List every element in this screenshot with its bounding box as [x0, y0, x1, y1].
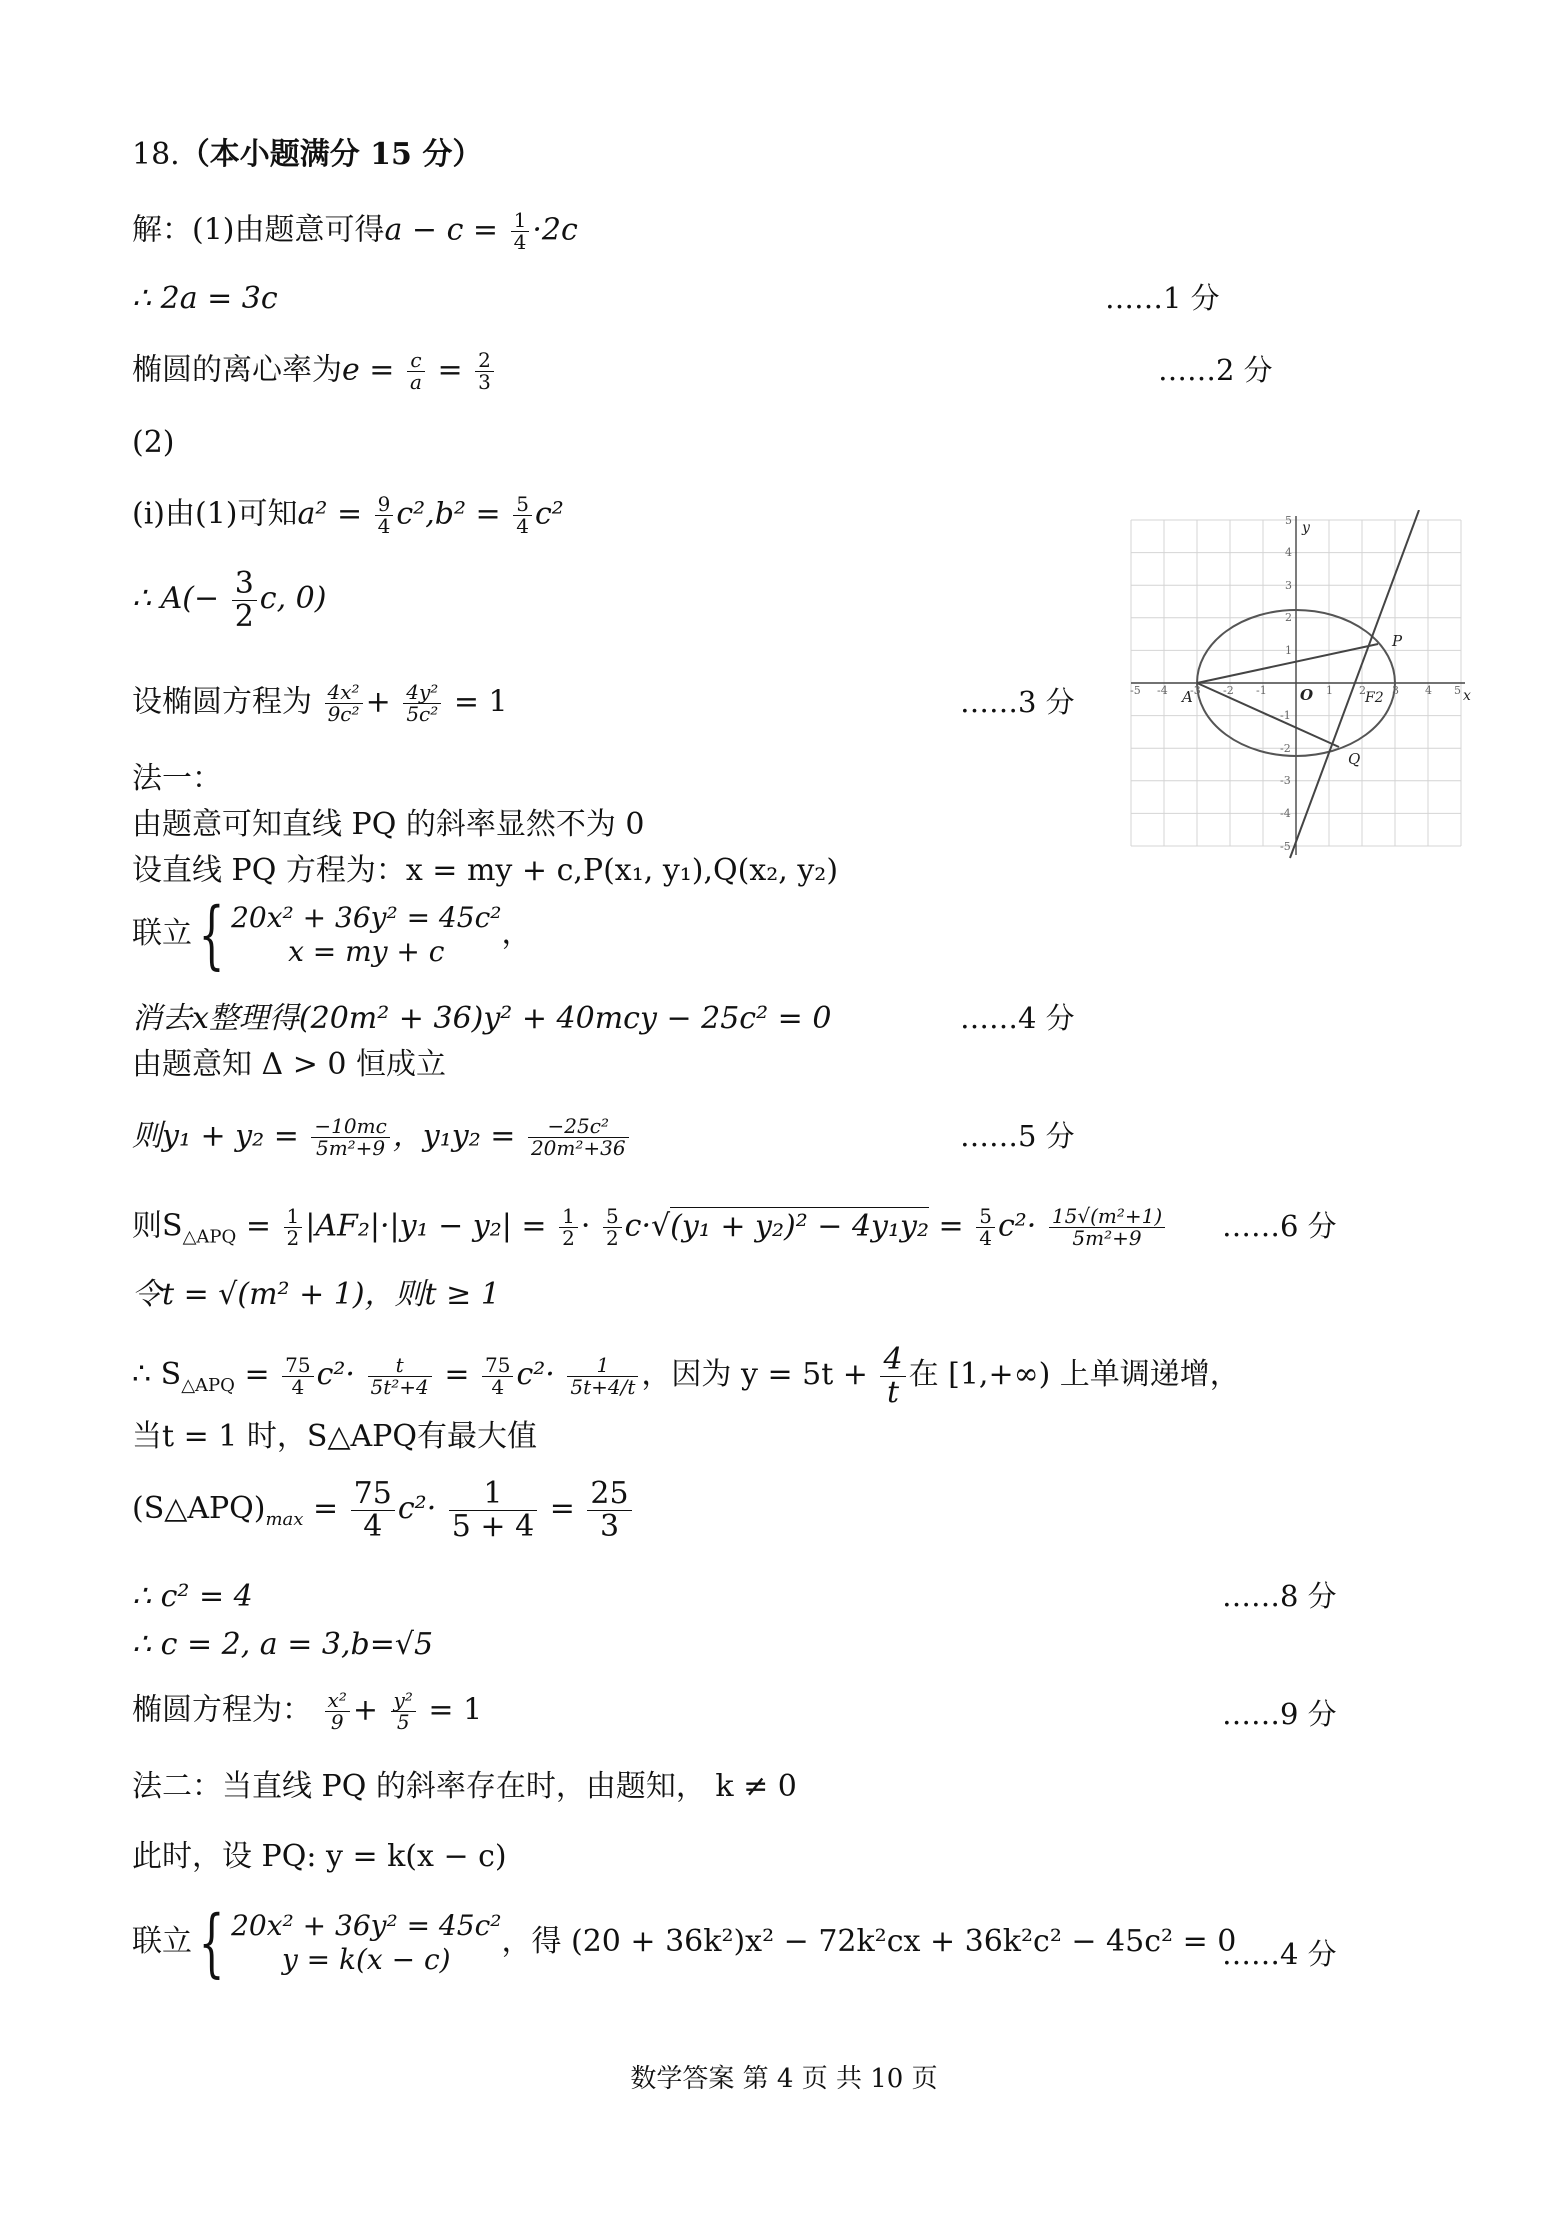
frac-1-4 — [511, 210, 530, 253]
score-9: ……9 分 — [1222, 1697, 1337, 1731]
x-tick-label: -5 — [1130, 684, 1141, 697]
frac-3-2 — [232, 568, 257, 632]
t-definition: 令t = √(m² + 1)，则t ≥ 1 — [132, 1277, 500, 1312]
frac-5-4b — [976, 1206, 995, 1249]
eq-one: = 1 — [428, 1692, 483, 1728]
frac-den: 2 — [234, 598, 254, 634]
eccentricity-line: 椭圆的离心率为e = $\frac{c}{a}$ = $\frac{2}{3}$ — [132, 350, 497, 393]
method1-system — [132, 892, 532, 978]
part2-i-line — [132, 494, 564, 537]
frac-2-3 — [475, 350, 494, 393]
method2-line1: 法二：当直线 PQ 的斜率存在时，由题知， k ≠ 0 — [132, 1769, 797, 1804]
frac-num: 15√(m²+1) — [1049, 1206, 1165, 1228]
ellipse-text: 设椭圆方程为 — [132, 684, 312, 720]
vieta-line — [132, 1116, 632, 1159]
equation-system — [231, 1909, 501, 1977]
y-tick-label: -1 — [1280, 709, 1291, 722]
x-tick-label: -1 — [1256, 684, 1267, 697]
frac-den: 5 — [396, 1710, 410, 1734]
frac-num: 5 — [513, 494, 532, 516]
frac-num: 2 — [475, 350, 494, 372]
frac-den: 4 — [979, 1226, 992, 1250]
frac-x2-9 — [325, 1690, 350, 1733]
ecc-text: 椭圆的离心率为 — [132, 352, 342, 388]
frac-num: 75 — [351, 1478, 395, 1511]
plus: + — [365, 684, 391, 720]
method1-slope-line: 由题意可知直线 PQ 的斜率显然不为 0 — [132, 807, 645, 842]
page-footer: 数学答案 第 4 页 共 10 页 — [630, 2064, 938, 2094]
s-tail: 在 [1,+∞) 上单调递增， — [908, 1357, 1240, 1392]
focus-F2-label: F2 — [1365, 690, 1384, 706]
y-tick-label: 3 — [1285, 579, 1292, 592]
frac-c-a — [407, 350, 425, 393]
frac-den: 3 — [478, 370, 491, 394]
max-pre: (S△APQ) — [132, 1491, 266, 1526]
frac-num: c — [407, 350, 425, 372]
area-line: 则$S_{\triangle APQ}$ = $\frac{1}{2}$ |AF₂|·|y₁ − y₂| = $\frac{1}{2}$ · $\frac{5}{2}$ c·√(y₁ + y₂)² − 4y₁y₂ = $\frac{5}{4}$ c²· $\frac{\text{15√(m²+1)}}{\text{5m²+9}}$ — [132, 1206, 1168, 1249]
x-tick-label: 3 — [1392, 684, 1399, 697]
frac-num: −10mc — [311, 1116, 389, 1138]
i-text: (i)由(1)可知 — [132, 496, 298, 532]
s-pre: ∴ S — [132, 1357, 182, 1392]
frac-num: 1 — [449, 1478, 537, 1511]
frac-num: 1 — [567, 1355, 638, 1377]
frac-den: 5 + 4 — [451, 1508, 535, 1544]
s-c2b: c²· — [516, 1357, 555, 1392]
score-4: ……4 分 — [960, 1001, 1075, 1035]
frac-num: 9 — [375, 494, 394, 516]
ecc-eq: e = — [342, 352, 395, 388]
y-tick-label: 1 — [1285, 644, 1292, 657]
method2-line2: 此时，设 PQ: y = k(x − c) — [132, 1839, 507, 1874]
sqrt-expression: (y₁ + y₂)² − 4y₁y₂ — [670, 1208, 929, 1244]
frac-den: 4 — [516, 514, 529, 538]
frac-den: 5m²+9 — [1072, 1226, 1142, 1250]
frac-den: 2 — [605, 1226, 619, 1250]
frac-den: 20m²+36 — [530, 1136, 626, 1160]
eq1-lhs: a − c = — [384, 212, 499, 248]
frac-den: 4 — [377, 514, 391, 538]
frac-sum — [311, 1116, 389, 1159]
frac-den: 3 — [599, 1508, 620, 1544]
frac-num: 5 — [976, 1206, 995, 1228]
frac-t — [368, 1352, 432, 1399]
A-pre: ∴ A(− — [132, 581, 220, 616]
frac-num: y² — [391, 1690, 416, 1712]
max-statement: 当t = 1 时，S△APQ有最大值 — [132, 1419, 537, 1454]
max-c2: c²· — [397, 1491, 437, 1526]
area-pre: 则S — [132, 1208, 183, 1244]
eq-one: = 1 — [453, 684, 508, 720]
y-tick-label: -5 — [1280, 840, 1291, 853]
point-A-line — [132, 568, 326, 632]
point-Q-label: Q — [1348, 750, 1361, 768]
frac-den: t — [887, 1374, 900, 1410]
area-dot: · — [580, 1208, 591, 1244]
x-tick-label: 1 — [1326, 684, 1333, 697]
frac-75-4 — [282, 1352, 313, 1399]
frac-4x2-9c2 — [325, 682, 363, 725]
frac-den: 5m²+9 — [315, 1136, 386, 1160]
discriminant-line: 由题意知 Δ > 0 恒成立 — [132, 1047, 447, 1082]
frac-area-last — [1049, 1206, 1165, 1249]
frac-num: 1 — [284, 1206, 303, 1228]
question-header — [132, 137, 483, 172]
frac-75-4b — [482, 1352, 513, 1399]
left-brace-icon: { — [198, 892, 225, 978]
frac-num: 3 — [232, 568, 257, 601]
c-squared: ∴ c² = 4 — [132, 1579, 253, 1614]
area-c2: c²· — [997, 1208, 1037, 1244]
method1-title: 法一： — [132, 761, 222, 796]
plus: + — [352, 1692, 378, 1728]
frac-y2-5 — [391, 1690, 416, 1733]
ellipse-figure — [1130, 510, 1472, 860]
origin-label: O — [1300, 686, 1314, 704]
sys-eq-a: 20x² + 36y² = 45c² — [231, 900, 502, 934]
x-tick-label: 5 — [1454, 684, 1461, 697]
frac-den: 4 — [513, 230, 527, 254]
frac-den: 4 — [491, 1374, 505, 1399]
y-tick-label: -2 — [1280, 742, 1291, 755]
score-2: ……2 分 — [1158, 353, 1273, 387]
segment-AQ — [1197, 683, 1339, 747]
method1-line-equation: 设直线 PQ 方程为：x = my + c,P(x₁, y₁),Q(x₂, y₂) — [132, 853, 839, 888]
frac-5-4 — [513, 494, 532, 537]
frac-den: 2 — [286, 1226, 300, 1250]
frac-5-2 — [603, 1206, 622, 1249]
frac-den: a — [409, 370, 422, 394]
max-eq2: = — [549, 1491, 575, 1526]
ellipse-equation-line — [132, 682, 508, 725]
sys-eq-b: x = my + c — [288, 935, 445, 968]
point-A-label: A — [1182, 688, 1193, 706]
sys-eq-b: y = k(x − c) — [281, 1943, 451, 1976]
question-title: （本小题满分 15 分） — [179, 137, 483, 172]
vieta-mid: ，y₁y₂ = — [392, 1118, 516, 1154]
frac-num: 4 — [880, 1344, 905, 1377]
area-sub: △APQ — [182, 1226, 237, 1248]
area-c: c· — [624, 1208, 652, 1244]
left-brace-icon: { — [198, 1900, 225, 1986]
frac-den: 4 — [291, 1374, 305, 1399]
frac-25-3 — [587, 1478, 631, 1542]
frac-num: t — [368, 1355, 432, 1377]
x-tick-label: 2 — [1359, 684, 1366, 697]
max-sub: max — [265, 1509, 304, 1530]
s-eq2: = — [444, 1357, 470, 1392]
frac-half — [284, 1206, 303, 1249]
frac-num: x² — [325, 1690, 350, 1712]
s-because: ，因为 y = 5t + — [641, 1357, 868, 1392]
equation-system — [231, 901, 501, 969]
score-8: ……8 分 — [1222, 1579, 1337, 1613]
part1-line1 — [132, 210, 578, 253]
line-PQ — [1290, 510, 1419, 858]
score-4b: ……4 分 — [1222, 1937, 1337, 1971]
x-tick-label: -3 — [1190, 684, 1201, 697]
i-a2: a² = — [297, 496, 363, 532]
frac-den: 5t²+4 — [370, 1374, 429, 1399]
frac-4y2-5c2 — [403, 682, 441, 725]
s-in-t-line — [132, 1344, 1240, 1408]
eq1-rhs: ·2c — [532, 212, 578, 248]
frac-num: −25c² — [528, 1116, 629, 1138]
x-tick-label: -4 — [1157, 684, 1168, 697]
y-tick-label: -3 — [1280, 774, 1291, 787]
area-mid: |AF₂|·|y₁ − y₂| = — [305, 1208, 547, 1244]
frac-1-9 — [449, 1478, 537, 1542]
question-number: 18. — [132, 137, 180, 172]
sys-post: ， — [501, 916, 532, 951]
area-eq2: = — [938, 1208, 964, 1244]
frac-75-4c — [351, 1478, 395, 1542]
frac-den: 9 — [330, 1710, 344, 1734]
frac-num: 75 — [282, 1355, 313, 1377]
frac-half-2 — [559, 1206, 578, 1249]
score-6: ……6 分 — [1222, 1209, 1337, 1243]
sys-pre: 联立 — [132, 1924, 192, 1959]
y-tick-label: 4 — [1285, 546, 1292, 559]
i-b2-tail: c² — [534, 496, 564, 532]
frac-num: 4y² — [403, 682, 441, 704]
frac-num: 25 — [587, 1478, 631, 1511]
y-tick-label: 2 — [1285, 611, 1292, 624]
y-tick-label: 5 — [1285, 514, 1292, 527]
score-5: ……5 分 — [960, 1119, 1075, 1153]
c-a-b-values: ∴ c = 2, a = 3,b=√5 — [132, 1627, 434, 1662]
vieta-pre: 则y₁ + y₂ = — [132, 1118, 299, 1154]
s-c2: c²· — [316, 1357, 355, 1392]
eliminate-x-line: 消去x整理得(20m² + 36)y² + 40mcy − 25c² = 0 — [132, 1001, 832, 1036]
frac-den: 5c² — [406, 702, 439, 726]
frac-den: 9c² — [327, 702, 360, 726]
frac-den: 4 — [363, 1508, 383, 1544]
frac-num: 5 — [603, 1206, 622, 1228]
i-a2-tail: c²,b² = — [396, 496, 501, 532]
frac-num: 1 — [559, 1206, 578, 1228]
sys-eq-a: 20x² + 36y² = 45c² — [231, 1908, 502, 1942]
x-tick-label: 4 — [1425, 684, 1432, 697]
max-value-line — [132, 1478, 635, 1542]
part1-intro: 解：(1)由题意可得 — [132, 212, 385, 248]
frac-1-over — [567, 1352, 638, 1399]
eq-2a-3c: ∴ 2a = 3c — [132, 281, 278, 316]
final-text: 椭圆方程为： — [132, 1692, 312, 1728]
frac-den: 5t+4/t — [570, 1374, 636, 1399]
frac-4-t — [880, 1344, 905, 1408]
s-eq: = — [244, 1357, 270, 1392]
frac-num: 75 — [482, 1355, 513, 1377]
frac-den: 2 — [562, 1226, 575, 1250]
max-eq: = — [312, 1491, 339, 1526]
sys-post: ，得 (20 + 36k²)x² − 72k²cx + 36k²c² − 45c² = 0 — [501, 1924, 1237, 1959]
sys-pre: 联立 — [132, 916, 192, 951]
frac-9-4 — [375, 494, 394, 537]
y-tick-label: -4 — [1280, 807, 1291, 820]
part2-label: (2) — [132, 425, 175, 460]
frac-num: 1 — [511, 210, 530, 232]
A-post: c, 0) — [259, 581, 327, 616]
area-eq: = — [245, 1208, 271, 1244]
frac-num: 4x² — [325, 682, 363, 704]
y-axis-label: y — [1302, 520, 1310, 536]
x-axis-label: x — [1463, 688, 1471, 704]
x-tick-label: -2 — [1223, 684, 1234, 697]
frac-product — [528, 1116, 629, 1159]
method2-system — [132, 1900, 1237, 1986]
final-ellipse-line — [132, 1690, 482, 1733]
score-1: ……1 分 — [1105, 281, 1220, 315]
s-sub: △APQ — [181, 1375, 235, 1396]
point-P-label: P — [1392, 632, 1403, 650]
score-3: ……3 分 — [960, 685, 1075, 719]
